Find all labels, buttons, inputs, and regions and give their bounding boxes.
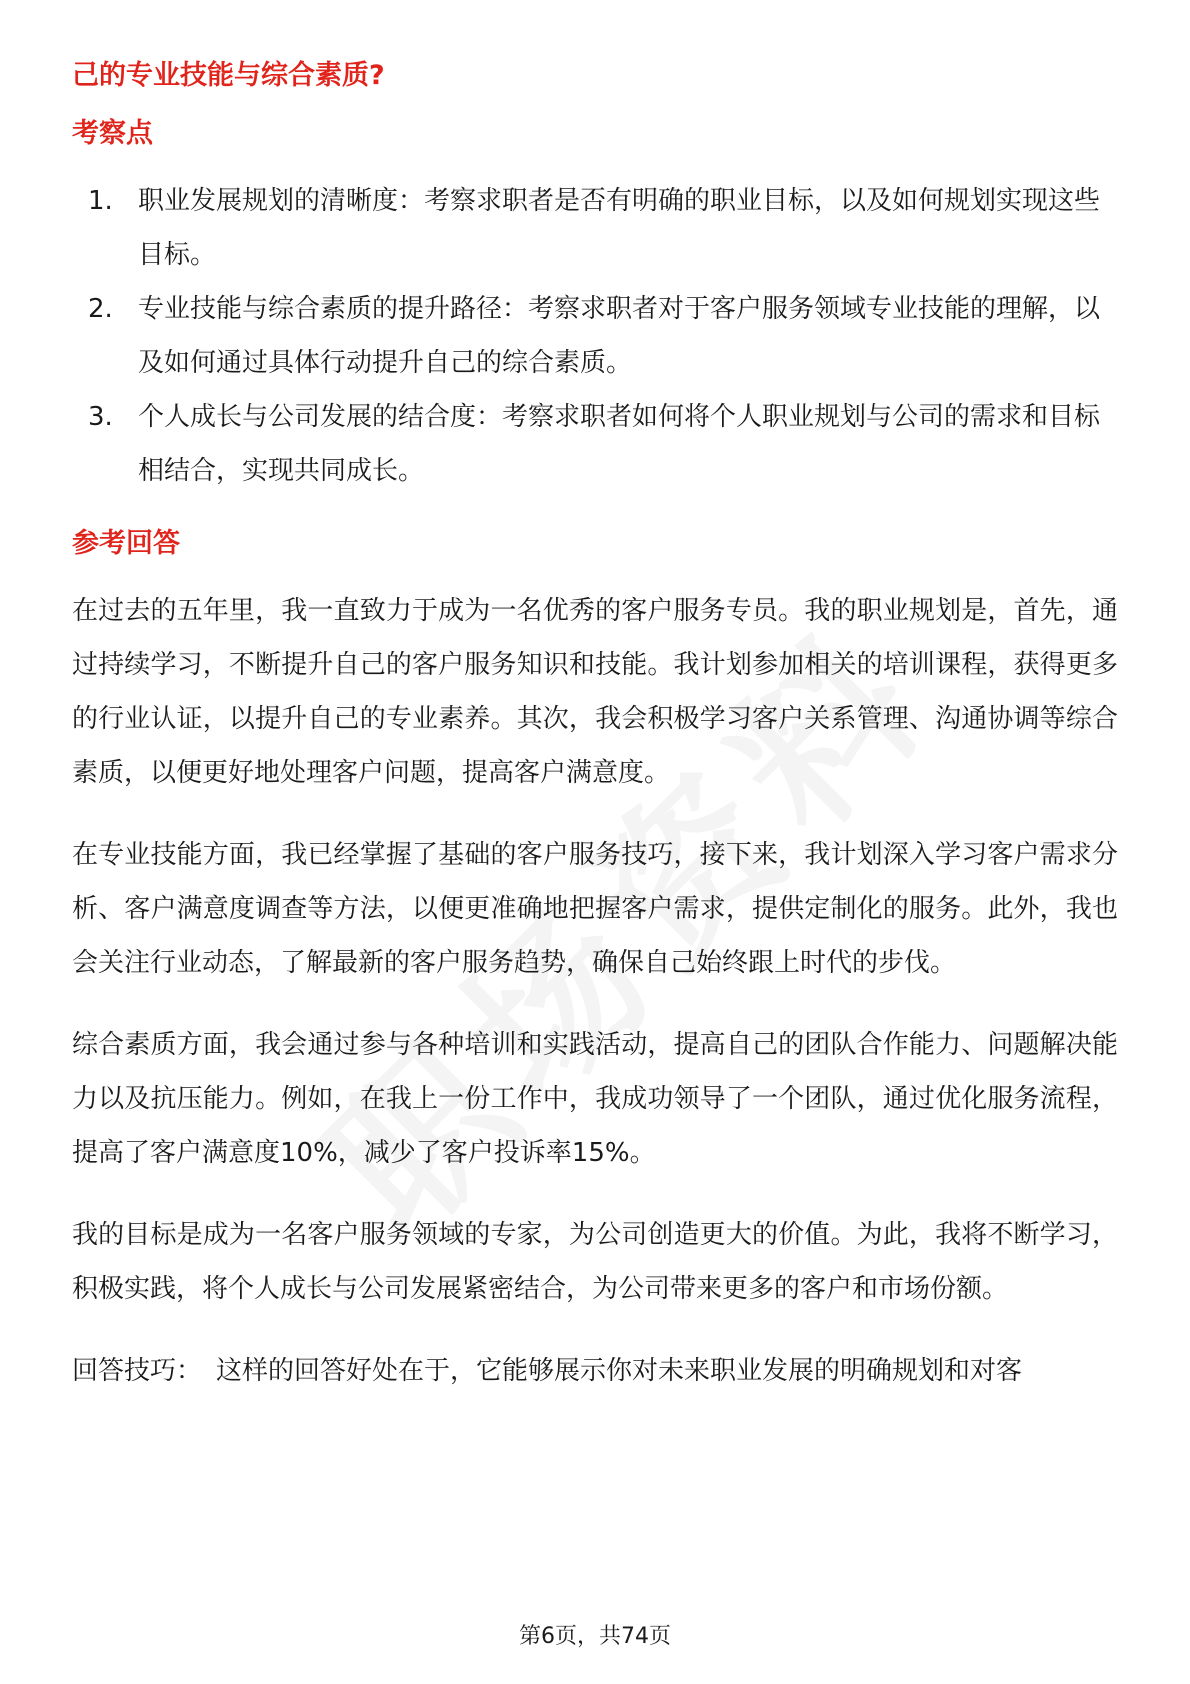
answer-paragraph: 在过去的五年里，我一直致力于成为一名优秀的客户服务专员。我的职业规划是，首先，通过持续学习，不断提升自己的客户服务知识和技能。我计划参加相关的培训课程，获得更多的行业认证，以提升自己的专业素养。其次，我会积极学习客户关系管理、沟通协调等综合素质，以便更好地处理客户问题，提高客户满意度。 xyxy=(72,596,1118,788)
section-heading-points: 考察点 xyxy=(72,118,153,149)
list-item-number: 2. xyxy=(88,294,113,324)
list-item xyxy=(86,390,1118,498)
answer-paragraph: 我的目标是成为一名客户服务领域的专家，为公司创造更大的价值。为此，我将不断学习，积极实践，将个人成长与公司发展紧密结合，为公司带来更多的客户和市场份额。 xyxy=(72,1220,1118,1304)
section-heading-answer: 参考回答 xyxy=(72,528,180,559)
question-title-continuation: 己的专业技能与综合素质? xyxy=(72,60,385,91)
page-footer: 第6页，共74页 xyxy=(519,1624,671,1649)
answer-paragraph: 综合素质方面，我会通过参与各种培训和实践活动，提高自己的团队合作能力、问题解决能力以及抗压能力。例如，在我上一份工作中，我成功领导了一个团队，通过优化服务流程，提高了客户满意度10%，减少了客户投诉率15%。 xyxy=(72,1030,1118,1168)
list-item-number: 1. xyxy=(88,186,113,216)
tip-text: 这样的回答好处在于，它能够展示你对未来职业发展的明确规划和对客 xyxy=(216,1356,1023,1386)
list-item-text: 专业技能与综合素质的提升路径：考察求职者对于客户服务领域专业技能的理解，以及如何通过具体行动提升自己的综合素质。 xyxy=(138,294,1101,378)
list-item-text: 个人成长与公司发展的结合度：考察求职者如何将个人职业规划与公司的需求和目标相结合，实现共同成长。 xyxy=(138,402,1101,486)
list-item xyxy=(86,174,1118,282)
answer-tip xyxy=(72,1344,1118,1398)
tip-label: 回答技巧： xyxy=(72,1356,203,1386)
list-item-number: 3. xyxy=(88,402,113,432)
answer-paragraph: 在专业技能方面，我已经掌握了基础的客户服务技巧，接下来，我计划深入学习客户需求分析、客户满意度调查等方法，以便更准确地把握客户需求，提供定制化的服务。此外，我也会关注行业动态，了解最新的客户服务趋势，确保自己始终跟上时代的步伐。 xyxy=(72,840,1118,978)
points-list xyxy=(72,174,1118,498)
list-item-text: 职业发展规划的清晰度：考察求职者是否有明确的职业目标，以及如何规划实现这些目标。 xyxy=(138,186,1101,270)
list-item xyxy=(86,282,1118,390)
